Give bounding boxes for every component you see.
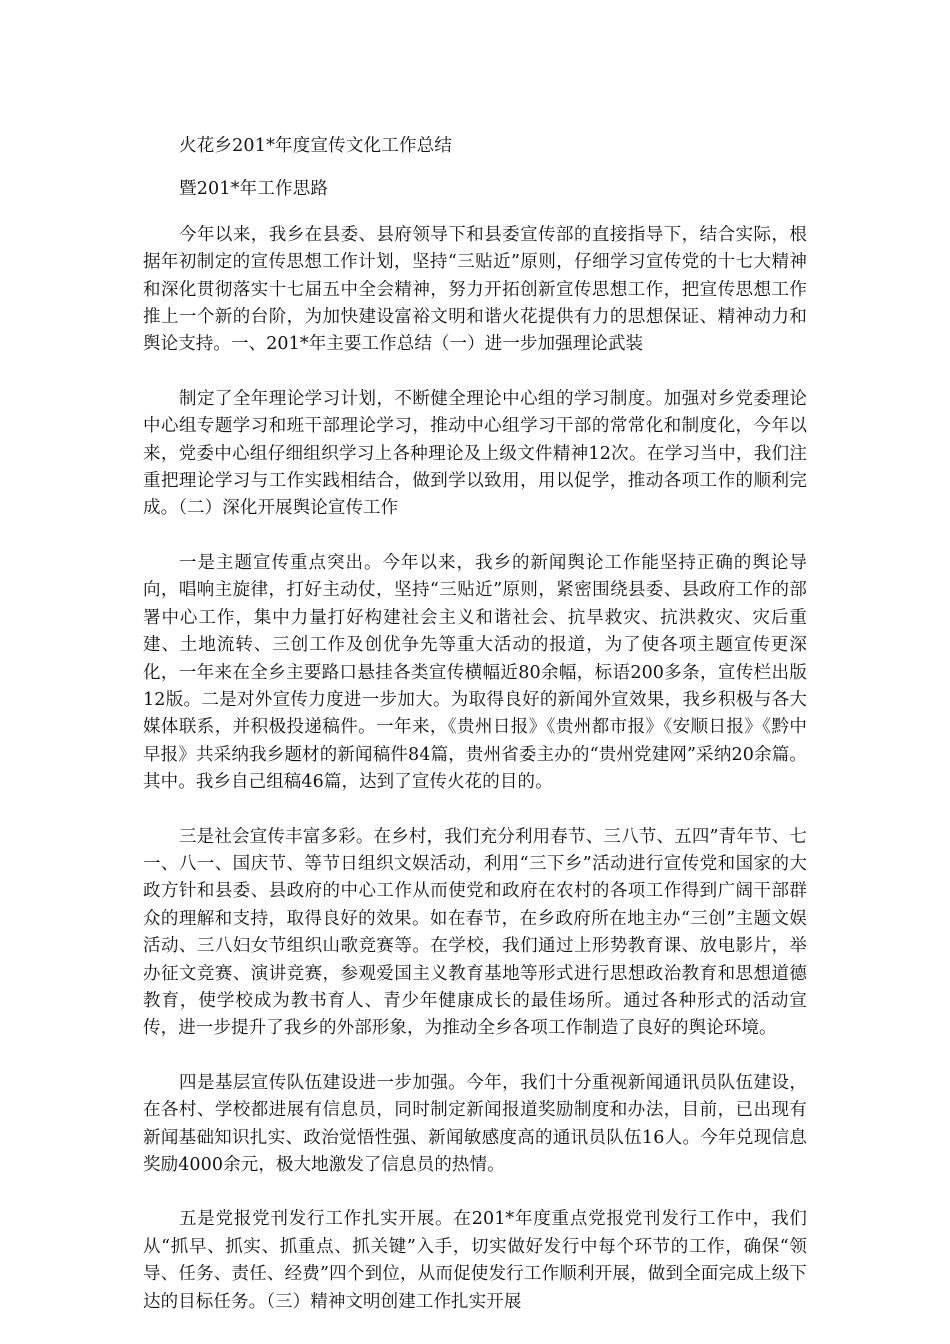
document-page bbox=[143, 133, 807, 1316]
document-subtitle: 暨201*年工作思路 bbox=[179, 179, 329, 200]
title-block bbox=[143, 133, 807, 204]
document-title: 火花乡201*年度宣传文化工作总结 bbox=[179, 136, 453, 156]
paragraph-social-publicity: 三是社会宣传丰富多彩。在乡村，我们充分利用春节、三八节、五四”青年节、七一、八一、国庆节、等节日组织文娱活动，利用“三下乡”活动进行宣传党和国家的大政方针和县委、县政府的中心工作从而使党和政府在农村的各项工作得到广阔干部群众的理解和支持，取得良好的效果。如在春节，在乡政府所在地主办“三创”主题文娱活动、三八妇女节组织山歌竞赛等。在学校，我们通过上形势教育课、放电影片，举办征文竞赛、演讲竞赛，参观爱国主义教育基地等形式进行思想政治教育和思想道德教育，使学校成为教书育人、青少年健康成长的最佳场所。通过各种形式的活动宣传，进一步提升了我乡的外部形象，为推动全乡各项工作制造了良好的舆论环境。 bbox=[143, 826, 807, 1039]
paragraph-theory-study: 制定了全年理论学习计划，不断健全理论中心组的学习制度。加强对乡党委理论中心组专题学习和班干部理论学习，推动中心组学习干部的常常化和制度化，今年以来，党委中心组仔细组织学习上各种理论及上级文件精神12次。在学习当中，我们注重把理论学习与工作实践相结合，做到学以致用，用以促学，推动各项工作的顺利完成。（二）深化开展舆论宣传工作 bbox=[143, 388, 807, 519]
paragraph-theme-publicity: 一是主题宣传重点突出。今年以来，我乡的新闻舆论工作能坚持正确的舆论导向，唱响主旋律，打好主动仗，坚持“三贴近”原则，紧密围绕县委、县政府工作的部署中心工作，集中力量打好构建社会主义和谐社会、抗旱救灾、抗洪救灾、灾后重建、土地流转、三创工作及创优争先等重大活动的报道，为了使各项主题宣传更深化，一年来在全乡主要路口悬挂各类宣传横幅近80余幅，标语200多条，宣传栏出版12版。二是对外宣传力度进一步加大。为取得良好的新闻外宣效果，我乡积极与各大媒体联系，并积极投递稿件。一年来，《贵州日报》《贵州都市报》《安顺日报》《黔中早报》共采纳我乡题材的新闻稿件84篇，贵州省委主办的“贵州党建网”采纳20余篇。其中。我乡自己组稿46篇，达到了宣传火花的目的。 bbox=[143, 552, 807, 793]
paragraph-newspaper-distribution: 五是党报党刊发行工作扎实开展。在201*年度重点党报党刊发行工作中，我们从“抓早、抓实、抓重点、抓关键”入手，切实做好发行中每个环节的工作，确保“领导、任务、责任、经费”四个到位，从而促使发行工作顺利开展，做到全面完成上级下达的目标任务。（三）精神文明创建工作扎实开展 bbox=[143, 1209, 807, 1312]
paragraph-team-building: 四是基层宣传队伍建设进一步加强。今年，我们十分重视新闻通讯员队伍建设，在各村、学校都进展有信息员，同时制定新闻报道奖励制度和办法，目前，已出现有新闻基础知识扎实、政治觉悟性强、新闻敏感度高的通讯员队伍16人。今年兑现信息奖励4000余元，极大地激发了信息员的热情。 bbox=[143, 1072, 807, 1175]
paragraph-intro: 今年以来，我乡在县委、县府领导下和县委宣传部的直接指导下，结合实际，根据年初制定的宣传思想工作计划，坚持“三贴近”原则，仔细学习宣传党的十七大精神和深化贯彻落实十七届五中全会精神，努力开拓创新宣传思想工作，把宣传思想工作推上一个新的台阶，为加快建设富裕文明和谐火花提供有力的思想保证、精神动力和舆论支持。一、201*年主要工作总结（一）进一步加强理论武装 bbox=[143, 224, 807, 355]
